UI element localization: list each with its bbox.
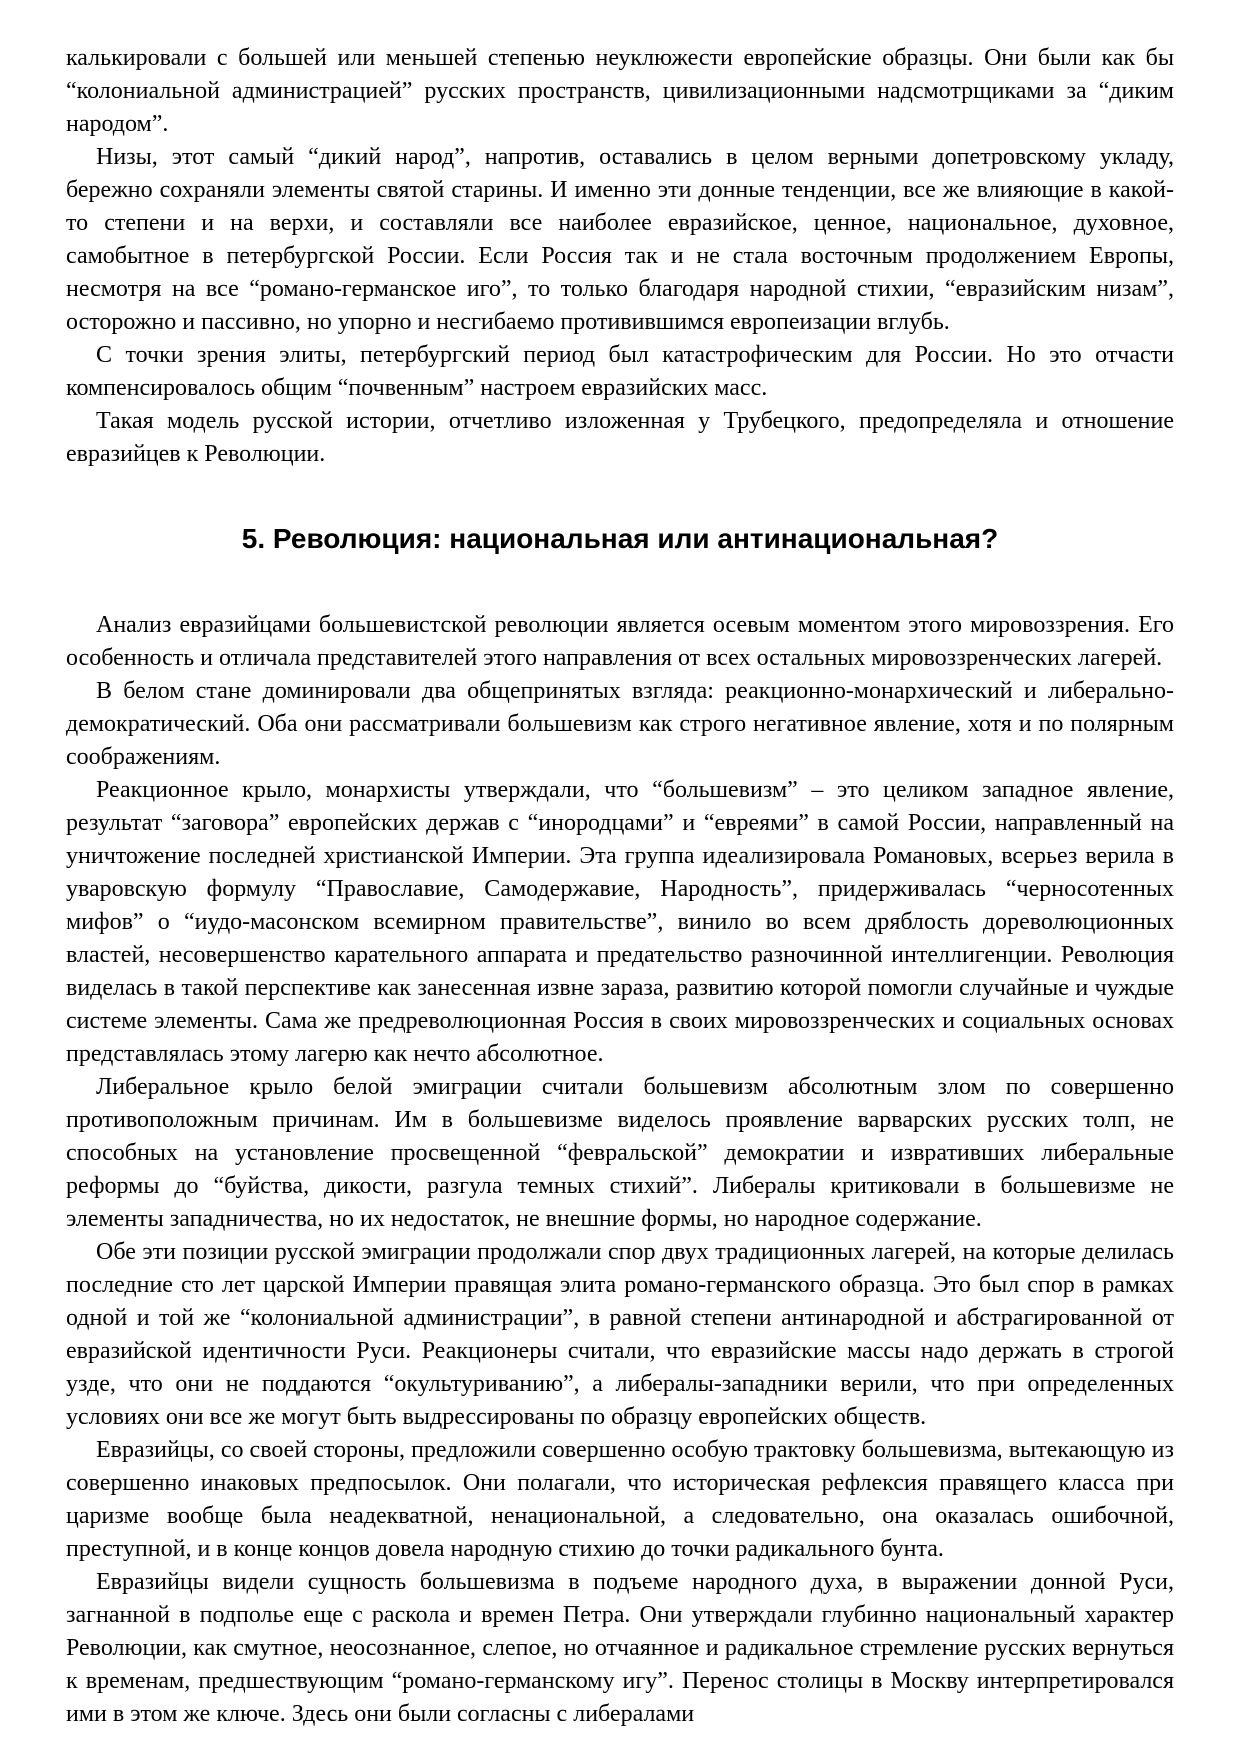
paragraph: В белом стане доминировали два общепринятых взгляда: реакционно-монархический и либерально-демократический. Оба они рассматривали большевизм как строго негативное явление, хотя и по полярным соображениям. — [66, 678, 1174, 770]
paragraph: Такая модель русской истории, отчетливо изложенная у Трубецкого, предопределяла и отношение евразийцев к Революции. — [66, 408, 1174, 467]
paragraph: Реакционное крыло, монархисты утверждали, что “большевизм” – это целиком западное явление, результат “заговора” европейских держав с “инородцами” и “евреями” в самой России, направленный на уничтожение последней христианской Империи. Эта группа идеализировала Романовых, всерьез верила в уваровскую формулу “Православие, Самодержавие, Народность”, придерживалась “черносотенных мифов” о “иудо-масонском всемирном правительстве”, винило во всем дряблость дореволюционных властей, несовершенство карательного аппарата и предательство разночинной интеллигенции. Революция виделась в такой перспективе как занесенная извне зараза, развитию которой помогли случайные и чуждые системе элементы. Сама же предреволюционная Россия в своих мировоззренческих и социальных основах представлялась этому лагерю как нечто абсолютное. — [66, 777, 1174, 1067]
paragraph: Обе эти позиции русской эмиграции продолжали спор двух традиционных лагерей, на которые делилась последние сто лет царской Империи правящая элита романо-германского образца. Это был спор в рамках одной и той же “колониальной администрации”, в равной степени антинародной и абстрагированной от евразийской идентичности Руси. Реакционеры считали, что евразийские массы надо держать в строгой узде, что они не поддаются “окультуриванию”, а либералы-западники верили, что при определенных условиях они все же могут быть выдрессированы по образцу европейских обществ. — [66, 1239, 1174, 1430]
paragraph: Низы, этот самый “дикий народ”, напротив, оставались в целом верными допетровскому укладу, бережно сохраняли элементы святой старины. И именно эти донные тенденции, все же влияющие в какой-то степени и на верхи, и составляли все наиболее евразийское, ценное, национальное, духовное, самобытное в петербургской России. Если Россия так и не стала восточным продолжением Европы, несмотря на все “романо-германское иго”, то только благодаря народной стихии, “евразийским низам”, осторожно и пассивно, но упорно и несгибаемо противившимся европеизации вглубь. — [66, 144, 1174, 335]
paragraph: С точки зрения элиты, петербургский период был катастрофическим для России. Но это отчасти компенсировалось общим “почвенным” настроем евразийских масс. — [66, 342, 1174, 401]
paragraph: Евразийцы, со своей стороны, предложили совершенно особую трактовку большевизма, вытекающую из совершенно инаковых предпосылок. Они полагали, что историческая рефлексия правящего класса при царизме вообще была неадекватной, ненациональной, а следовательно, она оказалась ошибочной, преступной, и в конце концов довела народную стихию до точки радикального бунта. — [66, 1437, 1174, 1562]
paragraph: Либеральное крыло белой эмиграции считали большевизм абсолютным злом по совершенно противоположным причинам. Им в большевизме виделось проявление варварских русских толп, не способных на установление просвещенной “февральской” демократии и извративших либеральные реформы до “буйства, дикости, разгула темных стихий”. Либералы критиковали в большевизме не элементы западничества, но их недостаток, не внешние формы, но народное содержание. — [66, 1074, 1174, 1232]
section-heading: 5. Революция: национальная или антинациональная? — [241, 523, 999, 554]
paragraph: Евразийцы видели сущность большевизма в подъеме народного духа, в выражении донной Руси, загнанной в подполье еще с раскола и времен Петра. Они утверждали глубинно национальный характер Революции, как смутное, неосознанное, слепое, но отчаянное и радикальное стремление русских вернуться к временам, предшествующим “романо-германскому игу”. Перенос столицы в Москву интерпретировался ими в этом же ключе. Здесь они были согласны с либералами — [66, 1569, 1174, 1727]
paragraph: калькировали с большей или меньшей степенью неуклюжести европейские образцы. Они были как бы “колониальной администрацией” русских пространств, цивилизационными надсмотрщиками за “диким народом”. — [66, 45, 1174, 137]
paragraph: Анализ евразийцами большевистской революции является осевым моментом этого мировоззрения. Его особенность и отличала представителей этого направления от всех остальных мировоззренческих лагерей. — [66, 612, 1174, 671]
